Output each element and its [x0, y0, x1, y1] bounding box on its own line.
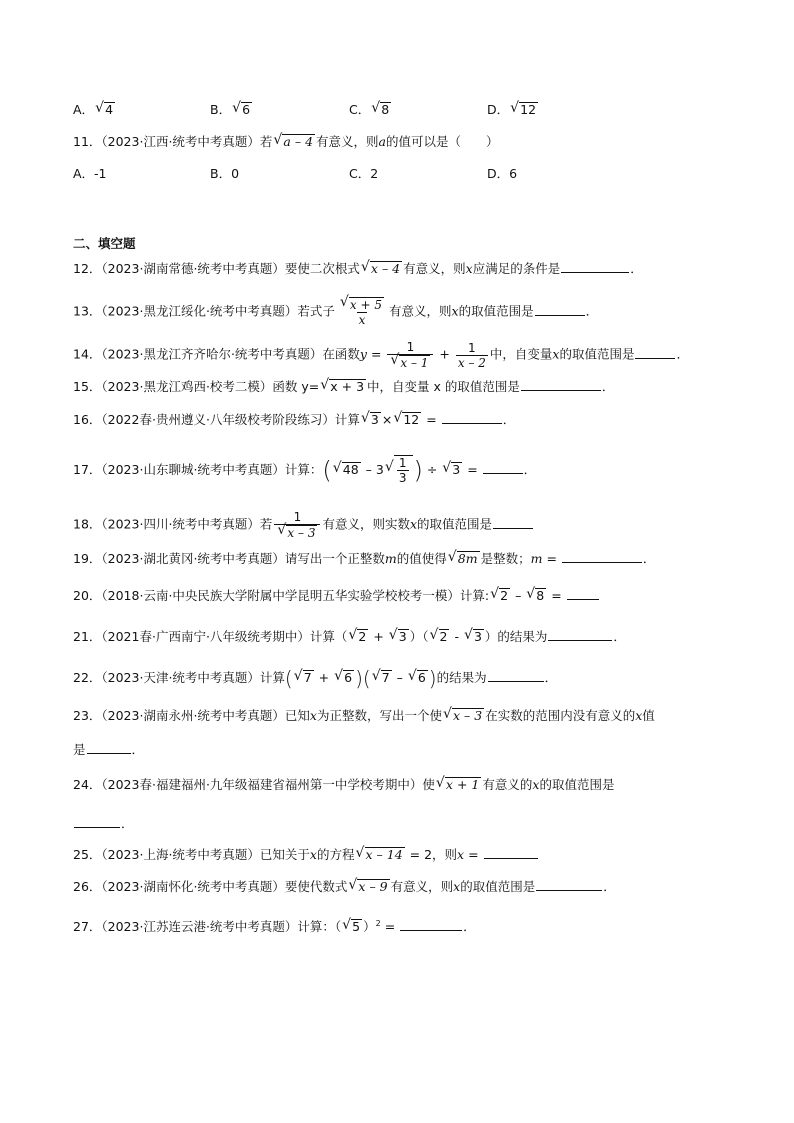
answer-blank[interactable] [635, 345, 675, 359]
radical: √ x + 3 [320, 377, 366, 397]
fraction: √ $\frac{x + 5}{x}$ [337, 297, 387, 327]
answer-blank[interactable] [548, 627, 612, 641]
radical: √ x + 5 [340, 297, 384, 312]
right-paren: ) [413, 456, 423, 485]
answer-blank[interactable] [488, 668, 544, 682]
radical: √ 3 [361, 410, 381, 430]
question-18: 18．（2023·四川·统考中考真题）若 1 √ x – 3 有意义，则实数x的取值范围是 [73, 510, 734, 540]
question-21: 21．（2021春·广西南宁·八年级统考期中）计算（√ 2 + √ 3 ）（√ 2 - √ 3 ）的结果为 ． [73, 627, 734, 647]
question-16: 16．（2022春·贵州遵义·八年级校考阶段练习）计算√ 3 ×√ 12 = ． [73, 410, 734, 430]
radical: √ 3 [442, 456, 462, 484]
radical: √ 2 [348, 627, 368, 647]
radical: √ 7 [372, 668, 392, 688]
question-26: 26．（2023·湖南怀化·统考中考真题）要使代数式√ x – 9 有意义，则x的取值范围是 ． [73, 877, 734, 897]
answer-blank[interactable] [493, 515, 533, 529]
question-19: 19．（2023·湖北黄冈·统考中考真题）请写出一个正整数m的值使得√ 8m 是整数；m = ． [73, 549, 734, 569]
option-c: C．√ 8 [349, 100, 392, 120]
radical [385, 455, 413, 485]
radical: √ 12 [393, 410, 421, 430]
fraction: $\frac{1}{x - 2}$ [457, 340, 486, 370]
answer-blank[interactable] [484, 845, 538, 859]
answer-blank[interactable] [561, 259, 629, 273]
radical: √ 6 [232, 100, 252, 120]
answer-blank[interactable] [536, 877, 602, 891]
radical: √ 8m [448, 549, 480, 569]
radical: √ x – 4 [361, 259, 402, 279]
question-11: 11．（2023·江西·统考中考真题）若√ a – 4 有意义，则a的值可以是（ ） [73, 132, 734, 152]
question-22: 22．（2023·天津·统考中考真题）计算(√ 7 + √ 6 )(√ 7 – √ 6 )的结果为 ． [73, 668, 734, 689]
option-d: D．6 [487, 166, 518, 181]
radical: √ x – 1 [390, 355, 430, 370]
answer-blank[interactable] [442, 410, 502, 424]
fraction: √ $\frac{1}{3}$ [398, 456, 407, 485]
answer-blank[interactable] [400, 917, 462, 931]
option-a: A．-1 [73, 166, 107, 181]
question-23-cont: 是 ． [73, 742, 145, 757]
question-25: 25．（2023·上海·统考中考真题）已知关于x的方程√ x – 14 = 2，则x = [73, 845, 734, 865]
radical: √ x – 14 [356, 845, 405, 865]
option-c: C．2 [349, 166, 379, 181]
radical: √ x – 3 [443, 706, 484, 726]
question-13: 13．（2023·黑龙江绥化·统考中考真题）若式子 √ $\frac{x + 5}{x}$ 有意义，则x的取值范围是 ． [73, 297, 734, 327]
radical: √ 48 [333, 456, 361, 484]
radical: √ a – 4 [273, 132, 315, 152]
question-14: 14．（2023·黑龙江齐齐哈尔·统考中考真题）在函数y = 1 √ x – 1 + $\frac{1}{x - 2}$ 中，自变量x的取值范围是 ． [73, 340, 734, 370]
question-24-cont: ． [73, 814, 734, 834]
radical: √ 4 [95, 100, 115, 120]
question-17: 17．（2023·山东聊城·统考中考真题）计算：(√ 48 – 3 √ $\frac{1}{3}$ ) ÷ √ 3 = ． [73, 455, 734, 485]
answer-blank[interactable] [483, 460, 523, 474]
option-b: B．0 [210, 166, 240, 181]
option-a: A．√ 4 [73, 100, 116, 120]
question-15: 15．（2023·黑龙江鸡西·校考二模）函数 y=√ x + 3 中，自变量 x 的取值范围是 ． [73, 377, 734, 397]
option-d: D．√ 12 [487, 100, 539, 120]
answer-blank[interactable] [74, 814, 120, 828]
radical: √ x – 9 [348, 877, 389, 897]
left-paren: ( [322, 456, 332, 485]
radical: √ 12 [510, 100, 538, 120]
question-27: 27．（2023·江苏连云港·统考中考真题）计算：（√ 5 ）$^2$ = ． [73, 914, 734, 937]
right-paren: ) [428, 666, 437, 691]
left-paren: ( [284, 666, 293, 691]
answer-blank[interactable] [562, 549, 642, 563]
fraction: 1 √ x – 3 [274, 510, 320, 540]
option-b: B．√ 6 [210, 100, 253, 120]
answer-blank[interactable] [87, 740, 131, 754]
answer-blank[interactable] [567, 586, 599, 600]
radical: √ 8 [371, 100, 391, 120]
radical: √ x + 1 [436, 775, 481, 795]
radical: √ 2 [430, 627, 450, 647]
answer-blank[interactable] [521, 377, 601, 391]
question-20: 20．（2018·云南·中央民族大学附属中学昆明五华实验学校校考一模）计算:√ 2 – √ 8 = [73, 586, 734, 606]
section-heading: 二、填空题 [73, 236, 136, 251]
radical: √ 6 [408, 668, 428, 688]
radical: √ 7 [294, 668, 314, 688]
radical: √ 3 [389, 627, 409, 647]
question-23: 23．（2023·湖南永州·统考中考真题）已知x为正整数，写出一个使√ x – 3 在实数的范围内没有意义的x值 [73, 706, 734, 726]
answer-blank[interactable] [535, 302, 585, 316]
radical: √ 8 [526, 586, 546, 606]
radical: √ x – 3 [277, 525, 317, 540]
radical: √ 3 [464, 627, 484, 647]
left-paren: ( [362, 666, 371, 691]
question-24: 24．（2023春·福建福州·九年级福建省福州第一中学校考期中）使√ x + 1 有意义的x的取值范围是 [73, 775, 734, 795]
radical: √ 5 [342, 917, 362, 937]
radical: √ 6 [334, 668, 354, 688]
question-12: 12．（2023·湖南常德·统考中考真题）要使二次根式√ x – 4 有意义，则x应满足的条件是 ． [73, 259, 734, 279]
right-paren: ) [355, 666, 363, 691]
radical: √ 2 [490, 586, 510, 606]
fraction: 1 √ x – 1 [387, 340, 433, 370]
